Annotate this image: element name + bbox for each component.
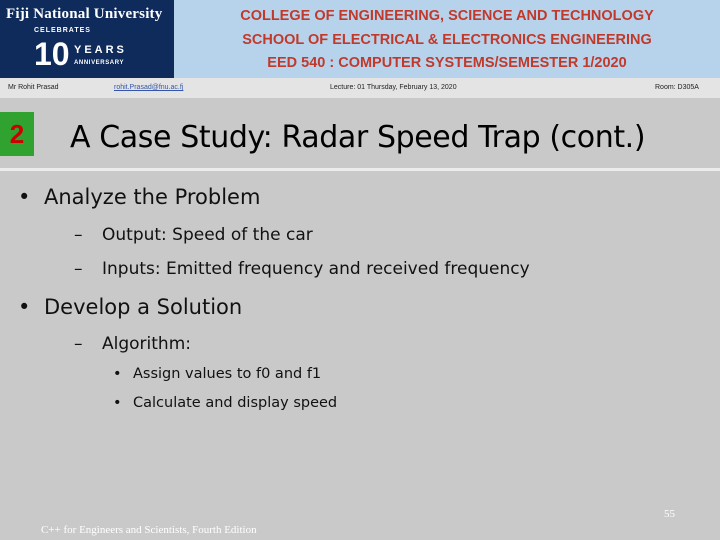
lecture-date: Lecture: 01 Thursday, February 13, 2020 (330, 84, 457, 91)
header-banner (0, 0, 720, 78)
bullet-text: Inputs: Emitted frequency and received frequency (102, 259, 530, 279)
school-name: SCHOOL OF ELECTRICAL & ELECTRONICS ENGINEERING (242, 32, 652, 48)
slide-title-bar (0, 98, 720, 171)
logo-years: YEARS (74, 44, 127, 56)
college-name: COLLEGE OF ENGINEERING, SCIENCE AND TECHNOLOGY (240, 8, 654, 24)
info-strip (0, 78, 720, 99)
bullet-marker: – (74, 334, 83, 354)
bullet-marker: • (113, 395, 122, 411)
bullet-marker: • (18, 295, 31, 319)
sub-sub-bullet-calculate (113, 395, 338, 411)
slide-title: A Case Study: Radar Speed Trap (cont.) (70, 120, 646, 155)
bullet-text: Assign values to f0 and f1 (133, 366, 322, 382)
bullet-text: Develop a Solution (44, 295, 243, 319)
logo-university-name: Fiji National University (6, 6, 163, 22)
logo-number: 10 (34, 36, 70, 72)
slide-badge: 2 (0, 112, 34, 156)
university-logo (0, 0, 174, 78)
bullet-marker: • (18, 185, 31, 209)
sub-sub-bullet-assign (113, 366, 322, 382)
bullet-text: Output: Speed of the car (102, 225, 313, 245)
lecturer-name: Mr Rohit Prasad (8, 84, 59, 91)
bullet-text: Algorithm: (102, 334, 191, 354)
bullet-analyze-problem (18, 185, 261, 209)
bullet-marker: • (113, 366, 122, 382)
bullet-marker: – (74, 259, 83, 279)
bullet-develop-solution (18, 295, 243, 319)
logo-anniversary: ANNIVERSARY (74, 60, 125, 66)
room-number: Room: D305A (655, 84, 699, 91)
logo-celebrates: CELEBRATES (34, 27, 91, 34)
sub-bullet-algorithm (74, 334, 191, 354)
footer-text: C++ for Engineers and Scientists, Fourth Edition (41, 524, 257, 536)
lecturer-email-link[interactable]: rohit.Prasad@fnu.ac.fj (114, 84, 184, 91)
sub-bullet-inputs (74, 259, 530, 279)
sub-bullet-output (74, 225, 313, 245)
bullet-marker: – (74, 225, 83, 245)
bullet-text: Calculate and display speed (133, 395, 338, 411)
course-name: EED 540 : COMPUTER SYSTEMS/SEMESTER 1/2020 (267, 55, 627, 71)
page-number: 55 (664, 508, 675, 520)
bullet-text: Analyze the Problem (44, 185, 261, 209)
